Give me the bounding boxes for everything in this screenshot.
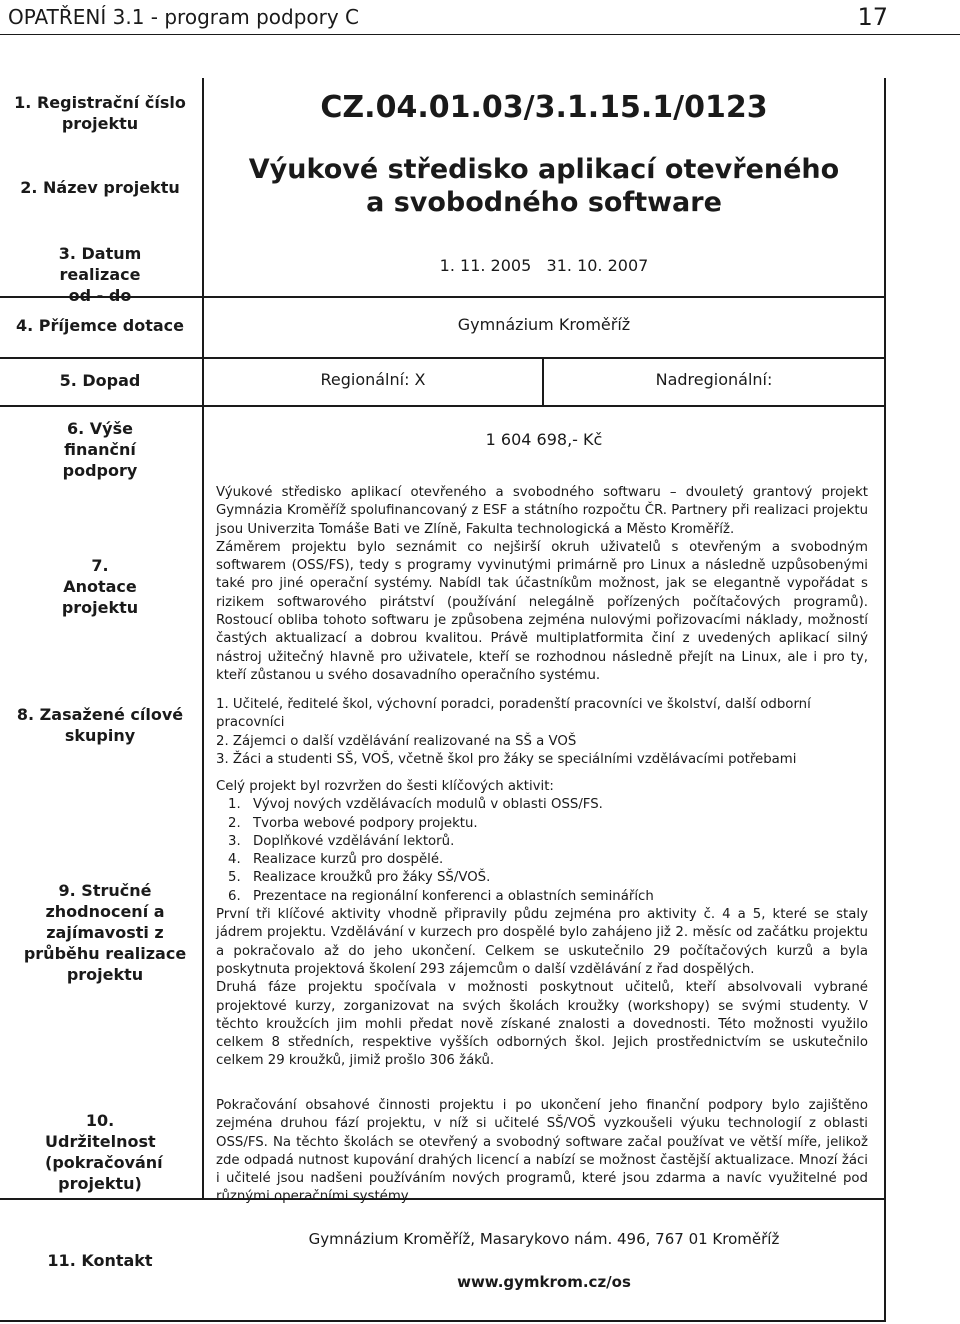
registration-label: 1. Registrační číslo projektu xyxy=(14,93,186,133)
sustainability-label: 10. Udržitelnost (pokračování projektu) xyxy=(45,1111,163,1193)
list-item: 2. Tvorba webové podpory projektu. xyxy=(228,815,478,831)
list-item: 6. Prezentace na regionální konferenci a oblastních seminářích xyxy=(228,888,654,904)
project-name-label: 2. Název projektu xyxy=(20,178,180,197)
page-number: 17 xyxy=(857,3,888,31)
annotation-paragraph: Záměrem projektu bylo seznámit co nejširší okruh uživatelů s otevřeným a svobodným softwarem (OSS/FS), tedy s programy vyvinutými primárně pro Linux a následně uzpůsobenými také pro jiné operační systémy. Nabídl tak účastníkům možnost, jak se elegantně vypořádat s rizikem softwarového pirátství (používání nelegálně pořízených počítačových programů). Rostoucí obliba tohoto softwaru je způsobena zejména nulovými pořizovacími náklady, možností častých aktualizací a dobrou kvalitou. Právě multiplatformita činí z uvedených aplikací silný nástroj užitečný hlavně pro uživatele, kteří se rozhodnou následně přejít na Linux, ale i pro ty, kteří zůstanou u svého dosavadního operačního systému. xyxy=(216,539,868,683)
list-item: 1. Učitelé, ředitelé škol, výchovní poradci, poradenští pracovníci ve školství, další odborní pracovníci xyxy=(216,697,811,731)
project-name-line2: a svobodného software xyxy=(366,187,722,218)
row-divider xyxy=(0,405,885,407)
list-item: 3. Žáci a studenti SŠ, VOŠ, včetně škol pro žáky se speciálními vzdělávacími potřebami xyxy=(216,751,797,767)
evaluation-text xyxy=(216,778,868,1071)
contact-web-link[interactable]: www.gymkrom.cz/os xyxy=(457,1273,631,1291)
sustainability-text: Pokračování obsahové činnosti projektu i po ukončení jeho finanční podpory bylo zajištěno zejména druhou fází projektu, v níž si učitelé SŠ/VOŠ vyzkoušeli výuku technologií z oblasti OSS/FS. Na těchto školách se otevřený a svobodný software začal používat ve větší míře, jelikož zde odpadá nutnost kupování drahých licencí a nabízí se možnost častější aktualizace. Mnozí žáci i učitelé jsou nadšeni používáním nových programů, které jsou zdarma a navíc využitelné pod různými operačními systémy. xyxy=(216,1098,868,1205)
dates-value: 1. 11. 2005 31. 10. 2007 xyxy=(439,256,649,275)
evaluation-intro: Celý projekt byl rozvržen do šesti klíčových aktivit: xyxy=(216,779,554,794)
annotation-label: 7. Anotace projektu xyxy=(61,556,139,617)
registration-number: CZ.04.01.03/3.1.15.1/0123 xyxy=(320,90,768,125)
impact-supraregional: Nadregionální: xyxy=(655,370,773,389)
list-item: 1. Vývoj nových vzdělávacích modulů v oblasti OSS/FS. xyxy=(228,797,603,813)
evaluation-label: 9. Stručné zhodnocení a zajímavosti z průběhu realizace projektu xyxy=(23,881,187,984)
list-item: 4. Realizace kurzů pro dospělé. xyxy=(228,852,444,868)
target-groups-list xyxy=(216,696,868,769)
evaluation-paragraph: První tři klíčové aktivity vhodně připravily půdu zejména pro aktivity č. 4 a 5, které se staly jádrem projektu. Vzdělávání v kurzech pro dospělé bylo zahájeno již 2. měsíc od začátku projektu a pokračovalo až do jeho ukončení. Celkem se uskutečnilo 29 počítačových kurzů a byla poskytnuta projektová školení 293 zájemcům o další vzdělávání z řad dospělých. xyxy=(216,907,868,977)
contact-address: Gymnázium Kroměříž, Masarykovo nám. 496, 767 01 Kroměříž xyxy=(308,1230,780,1248)
impact-label: 5. Dopad xyxy=(59,371,141,390)
page-header xyxy=(0,0,960,35)
recipient-value: Gymnázium Kroměříž xyxy=(457,315,631,334)
evaluation-paragraph: Druhá fáze projektu spočívala v možnosti poskytnout učitelů, kteří absolvovali vybrané projektové kurzy, zorganizovat na svých školách kroužky (workshopy) se svými studenty. V těchto kroužcích jim mohli předat nově získané znalosti a dovednosti. Této možnosti využilo celkem 8 středních, respektive vyšších odborných škol. Jejich prostřednictvím se uskutečnilo celkem 29 kroužků, jimiž prošlo 306 žáků. xyxy=(216,980,868,1069)
recipient-label: 4. Příjemce dotace xyxy=(15,316,185,335)
header-title: OPATŘENÍ 3.1 - program podpory C xyxy=(8,5,360,29)
list-item: 2. Zájemci o další vzdělávání realizované na SŠ a VOŠ xyxy=(216,733,577,749)
impact-regional: Regionální: X xyxy=(320,370,426,389)
funding-value: 1 604 698,- Kč xyxy=(485,430,603,449)
contact-label: 11. Kontakt xyxy=(47,1251,153,1270)
dates-label: 3. Datum realizace od - do xyxy=(58,244,142,305)
list-item: 5. Realizace kroužků pro žáky SŠ/VOŠ. xyxy=(228,870,491,886)
list-item: 3. Doplňkové vzdělávání lektorů. xyxy=(228,833,455,849)
annotation-paragraph: Výukové středisko aplikací otevřeného a svobodného softwaru – dvouletý grantový projekt Gymnázia Kroměříž spolufinancovaný z ESF a státního rozpočtu ČR. Partnery při realizaci projektu jsou Univerzita Tomáše Bati ve Zlíně, Fakulta technologická a Město Kroměříž. xyxy=(216,485,868,537)
target-groups-label: 8. Zasažené cílové skupiny xyxy=(16,705,184,745)
activities-list xyxy=(216,796,868,906)
row-divider xyxy=(0,357,885,359)
funding-label: 6. Výše finanční podpory xyxy=(62,419,138,480)
annotation-text xyxy=(216,484,868,685)
project-name-line1: Výukové středisko aplikací otevřeného xyxy=(248,154,840,185)
column-divider xyxy=(202,78,204,1198)
